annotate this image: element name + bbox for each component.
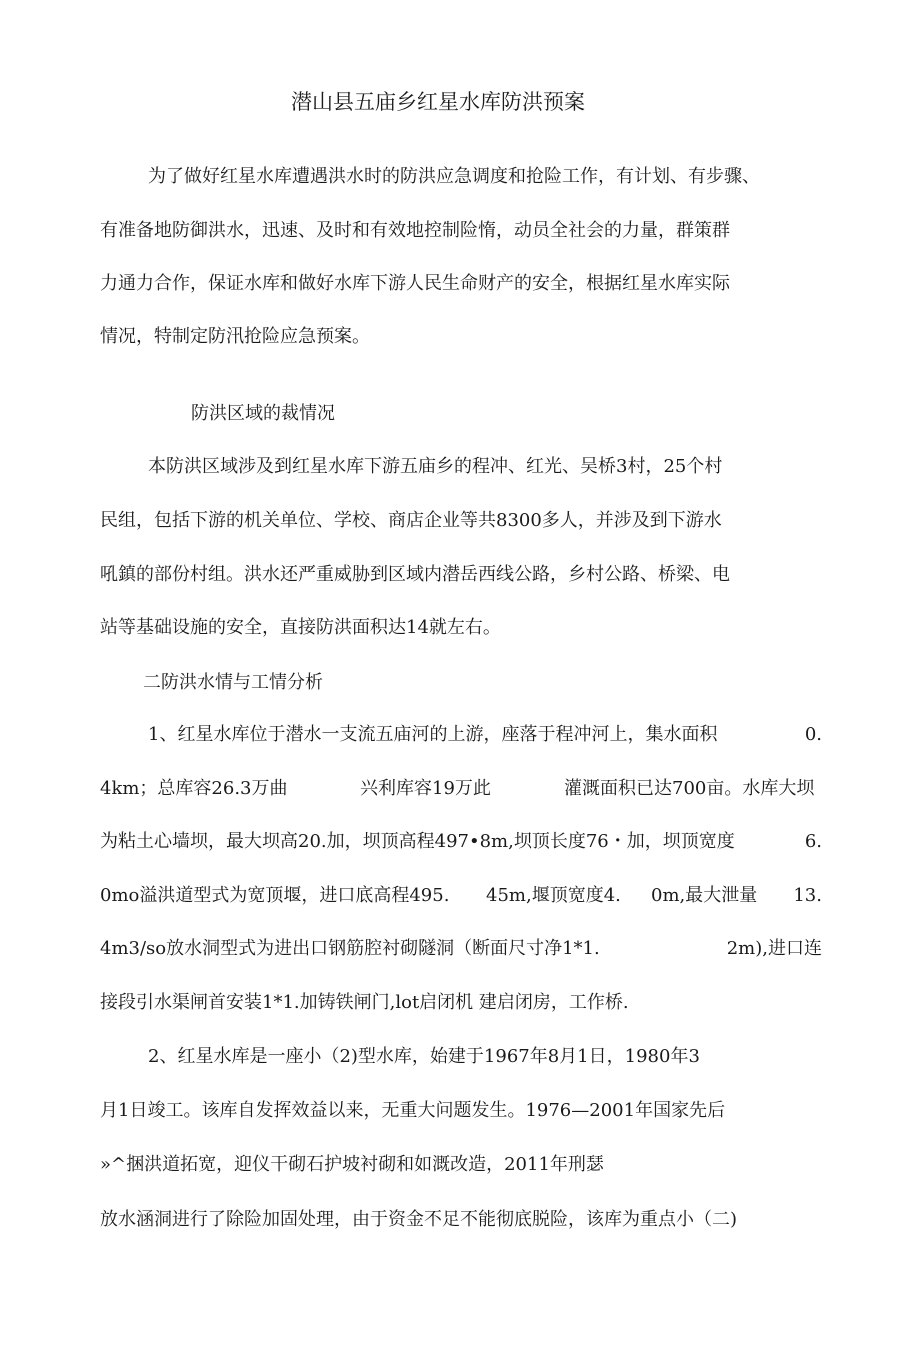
text-segment: 0mo溢洪道型式为宽顶堰，进口底高程495. [100, 885, 450, 906]
text-segment: 13. [793, 885, 822, 906]
text-segment: 1、红星水库位于潜水一支流五庙河的上游，座落于程冲河上，集水面积 [148, 724, 718, 745]
text-segment: 为粘土心墙坝，最大坝高20.加，坝顶高程497•8m,坝顶长度76・加，坝顶宽度 [100, 831, 735, 852]
item1-line [100, 777, 822, 801]
section1-line: 站等基础设施的安全，直接防洪面积达14就左右。 [100, 617, 501, 638]
text-segment: 45m,堰顶宽度4. [486, 885, 621, 906]
intro-line: 有准备地防御洪水，迅速、及时和有效地控制险惰，动员全社会的力量，群策群 [100, 220, 730, 241]
item1-line [100, 723, 822, 747]
page-title: 潜山县五庙乡红星水库防洪预案 [291, 90, 585, 114]
intro-line: 情况，特制定防汛抢险应急预案。 [100, 326, 370, 347]
item1-line [100, 884, 822, 908]
text-segment: 0m,最大泄量 [651, 885, 758, 906]
text-segment: 6. [804, 831, 822, 852]
intro-line: 力通力合作，保证水库和做好水库下游人民生命财产的安全，根据红星水库实际 [100, 273, 730, 294]
text-segment: 灌溉面积已达700亩。水库大坝 [564, 778, 815, 799]
section1-line: 吼鎮的部份村组。洪水还严重威胁到区域内潜岳西线公路，乡村公路、桥梁、电 [100, 564, 730, 585]
intro-line: 为了做好红星水库遭遇洪水时的防洪应急调度和抢险工作，有计划、有步骤、 [148, 166, 760, 187]
item2-line: 2、红星水库是一座小（2)型水库，始建于1967年8月1日，1980年3 [148, 1046, 700, 1067]
item2-line: »^捆洪道拓宽，迎仪干砌石护坡衬砌和如溉改造，2011年刑瑟 [100, 1154, 604, 1175]
text-segment: 4km；总库容26.3万曲 [100, 778, 288, 799]
text-segment: 4m3/so放水洞型式为进出口钢筋腔衬砌隧洞（断面尺寸净1*1. [100, 938, 600, 959]
item2-line: 放水涵洞进行了除险加固处理，由于资金不足不能彻底脱险，该库为重点小（二) [100, 1209, 738, 1230]
item1-line [100, 937, 822, 961]
text-segment: 2m),进口连 [726, 938, 822, 959]
text-segment: 兴利库容19万此 [360, 778, 491, 799]
item1-line [100, 830, 822, 854]
item2-line: 月1日竣工。该库自发挥效益以来，无重大问题发生。1976—2001年国家先后 [100, 1100, 726, 1121]
item1-line: 接段引水渠闸首安装1*1.加铸铁闸门,lot启闭机 建启闭房，工作桥. [100, 992, 629, 1013]
text-segment: 0. [804, 724, 822, 745]
section1-heading: 防洪区域的裁情况 [191, 403, 335, 424]
section2-heading: 二防洪水情与工情分析 [143, 672, 323, 693]
section1-line: 本防洪区域涉及到红星水库下游五庙乡的程冲、红光、吴桥3村，25个村 [148, 456, 723, 477]
section1-line: 民组，包括下游的机关单位、学校、商店企业等共8300多人，并涉及到下游水 [100, 510, 722, 531]
